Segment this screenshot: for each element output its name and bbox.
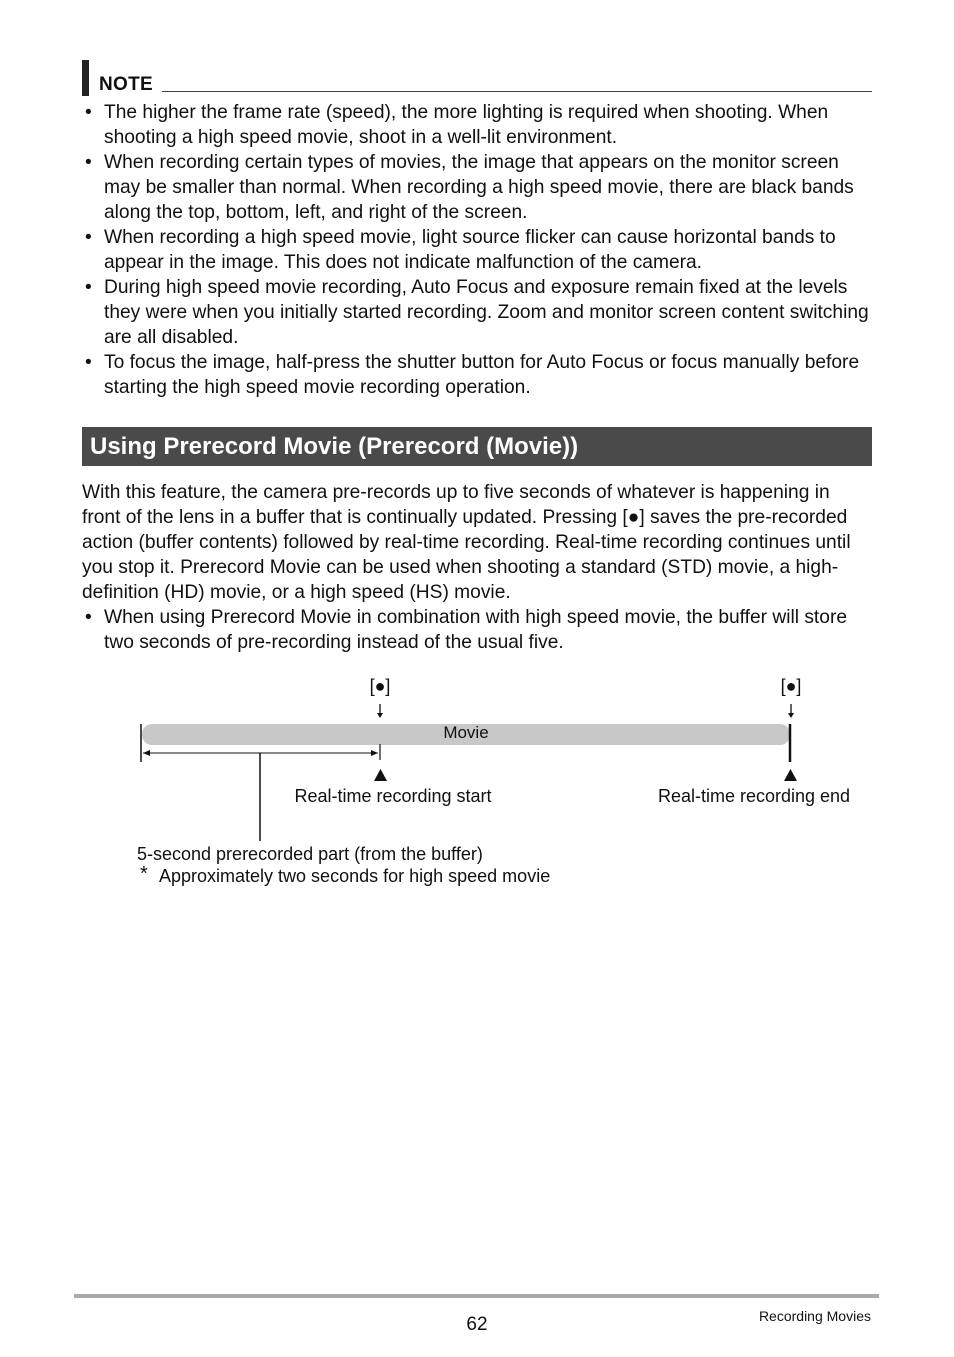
footnote-mark: * <box>140 863 148 885</box>
prerecord-timeline-diagram <box>0 660 954 900</box>
note-item-text: During high speed movie recording, Auto Focus and exposure remain fixed at the levels they were when you initially started recording. Zoom and monitor screen content switching are all disabled. <box>104 277 869 348</box>
section-heading: Using Prerecord Movie (Prerecord (Movie)) <box>82 427 872 466</box>
note-item <box>82 100 872 150</box>
bullet-icon: • <box>85 352 92 373</box>
footnote-text: Approximately two seconds for high speed movie <box>159 866 551 886</box>
note-item <box>82 350 872 400</box>
start-up-triangle-icon <box>374 769 387 781</box>
note-list <box>82 100 872 400</box>
note-item-text: The higher the frame rate (speed), the more lighting is required when shooting. When shooting a high speed movie, shoot in a well-lit environment. <box>104 102 829 148</box>
section-bullet-item <box>82 605 872 655</box>
note-marker-bar <box>82 60 89 96</box>
footer-rule <box>74 1294 879 1298</box>
note-item <box>82 275 872 350</box>
buffer-label: 5-second prerecorded part (from the buffer) <box>137 844 483 864</box>
end-up-triangle-icon <box>784 769 797 781</box>
start-down-arrow-icon <box>377 704 383 718</box>
bullet-icon: • <box>85 607 92 628</box>
note-item-text: When recording certain types of movies, the image that appears on the monitor screen may be smaller than normal. When recording a high speed movie, there are black bands along the top, bottom, left, and right of the screen. <box>104 152 854 223</box>
start-button-label: [●] <box>369 676 391 696</box>
end-label: Real-time recording end <box>657 786 851 806</box>
note-label: NOTE <box>99 74 153 95</box>
bullet-icon: • <box>85 227 92 248</box>
note-item <box>82 150 872 225</box>
bullet-icon: • <box>85 152 92 173</box>
note-item-text: To focus the image, half-press the shutter button for Auto Focus or focus manually before starting the high speed movie recording operation. <box>104 352 860 398</box>
note-item-text: When recording a high speed movie, light source flicker can cause horizontal bands to appear in the image. This does not indicate malfunction of the camera. <box>104 227 836 273</box>
section-bullet-text: When using Prerecord Movie in combination with high speed movie, the buffer will store two seconds of pre-recording instead of the usual five. <box>104 607 848 653</box>
footer-section-name: Recording Movies <box>758 1308 871 1324</box>
section-intro: With this feature, the camera pre-records up to five seconds of whatever is happening in front of the lens in a buffer that is continually updated. Pressing [●] saves the pre-recorded action (buffer contents) followed by real-time recording. Real-time recording continues until you stop it. Prerecord Movie can be used when shooting a standard (STD) movie, a high-definition (HD) movie, or a high speed (HS) movie. <box>82 482 851 603</box>
bullet-icon: • <box>85 102 92 123</box>
note-rule <box>162 91 872 92</box>
note-header <box>82 60 872 96</box>
end-button-label: [●] <box>780 676 802 696</box>
start-label: Real-time recording start <box>294 786 492 806</box>
section-bullet-list <box>82 605 872 655</box>
bullet-icon: • <box>85 277 92 298</box>
movie-bar-label: Movie <box>443 723 489 742</box>
end-down-arrow-icon <box>788 704 794 718</box>
page-number: 62 <box>466 1314 488 1335</box>
note-item <box>82 225 872 275</box>
